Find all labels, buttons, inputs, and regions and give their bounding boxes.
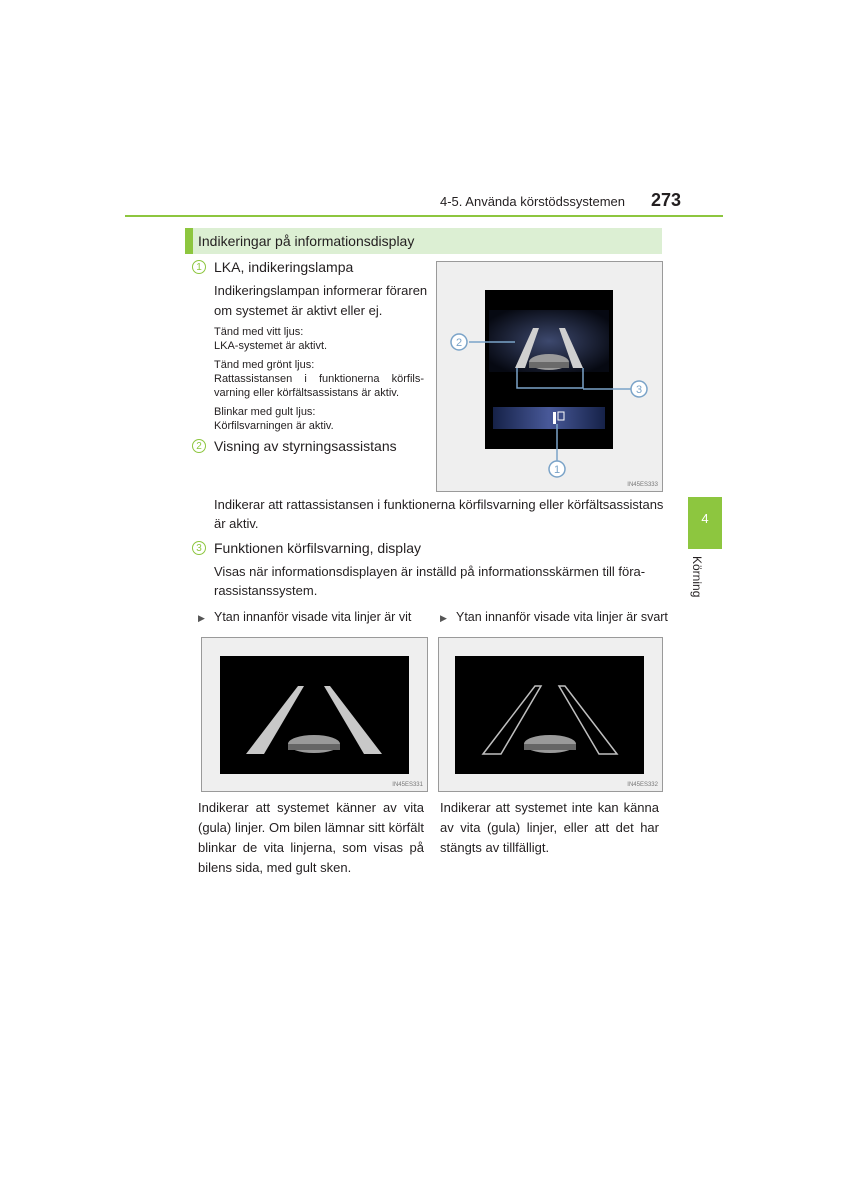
caption-left-line-1: Indikerar att systemet känner av vita	[198, 800, 424, 815]
callout-3-label: 3	[635, 384, 643, 396]
header-rule	[125, 215, 723, 217]
bullet-black-area: Ytan innanför visade vita linjer är svart	[456, 610, 668, 624]
state-white-text: LKA-systemet är aktivt.	[214, 340, 328, 352]
bullet-triangle-icon: ▶	[440, 613, 447, 623]
caption-left-line-3: blinkar de vita linjerna, som visas på	[198, 840, 424, 855]
figure-id: IN45ES333	[627, 482, 658, 488]
item-1-title: LKA, indikeringslampa	[214, 259, 354, 275]
callout-number-3: 3	[192, 541, 206, 555]
lane-lines-white-graphic	[202, 638, 427, 791]
chapter-tab-label: Körning	[690, 556, 704, 598]
figure-id: IN45ES332	[627, 782, 658, 788]
chapter-tab: 4	[688, 497, 722, 549]
callout-number-2: 2	[192, 439, 206, 453]
state-yellow-label: Blinkar med gult ljus:	[214, 406, 316, 418]
item-3-desc-line-2: rassistanssystem.	[214, 583, 318, 598]
page-number: 273	[651, 190, 682, 210]
state-yellow-text: Körfilsvarningen är aktiv.	[214, 420, 334, 432]
caption-right-line-3: stängts av tillfälligt.	[440, 840, 550, 855]
callout-number-1: 1	[192, 260, 206, 274]
lane-lines-black-illustration	[438, 637, 663, 792]
display-illustration-graphic	[437, 262, 662, 491]
callout-2-label: 2	[455, 337, 463, 349]
state-green-text-1: Rattassistansen i funktionerna körfils-	[214, 373, 424, 385]
section-heading: Indikeringar på informationsdisplay	[185, 228, 662, 254]
item-2-title: Visning av styrningsassistans	[214, 438, 397, 454]
item-3-desc-line-1: Visas när informationsdisplayen är inställd på informationsskärmen till föra-	[214, 564, 646, 579]
state-green-label: Tänd med grönt ljus:	[214, 359, 315, 371]
display-illustration	[436, 261, 663, 492]
bullet-white-area: Ytan innanför visade vita linjer är vit	[214, 610, 412, 624]
caption-right-line-2: av vita (gula) linjer, eller att det har	[440, 820, 659, 835]
caption-right-line-1: Indikerar att systemet inte kan känna	[440, 800, 659, 815]
caption-left-line-4: bilens sida, med gult sken.	[198, 860, 352, 875]
state-green-text-2: varning eller körfältsassistans är aktiv.	[214, 387, 400, 399]
callout-1-label: 1	[553, 464, 561, 476]
item-3-title: Funktionen körfilsvarning, display	[214, 540, 421, 556]
bullet-triangle-icon: ▶	[198, 613, 205, 623]
lane-lines-white-illustration	[201, 637, 428, 792]
caption-left-line-2: (gula) linjer. Om bilen lämnar sitt körfält	[198, 820, 424, 835]
figure-id: IN45ES331	[392, 782, 423, 788]
chapter-title: 4-5. Använda körstödssystemen	[440, 194, 625, 209]
lane-lines-black-graphic	[439, 638, 662, 791]
state-white-label: Tänd med vitt ljus:	[214, 326, 304, 338]
item-1-desc-line-2: om systemet är aktivt eller ej.	[214, 303, 383, 318]
item-2-desc-line-1: Indikerar att rattassistansen i funktionerna körfilsvarning eller körfältsassistans	[214, 497, 664, 512]
item-2-desc-line-2: är aktiv.	[214, 516, 259, 531]
item-1-desc-line-1: Indikeringslampan informerar föraren	[214, 283, 428, 298]
